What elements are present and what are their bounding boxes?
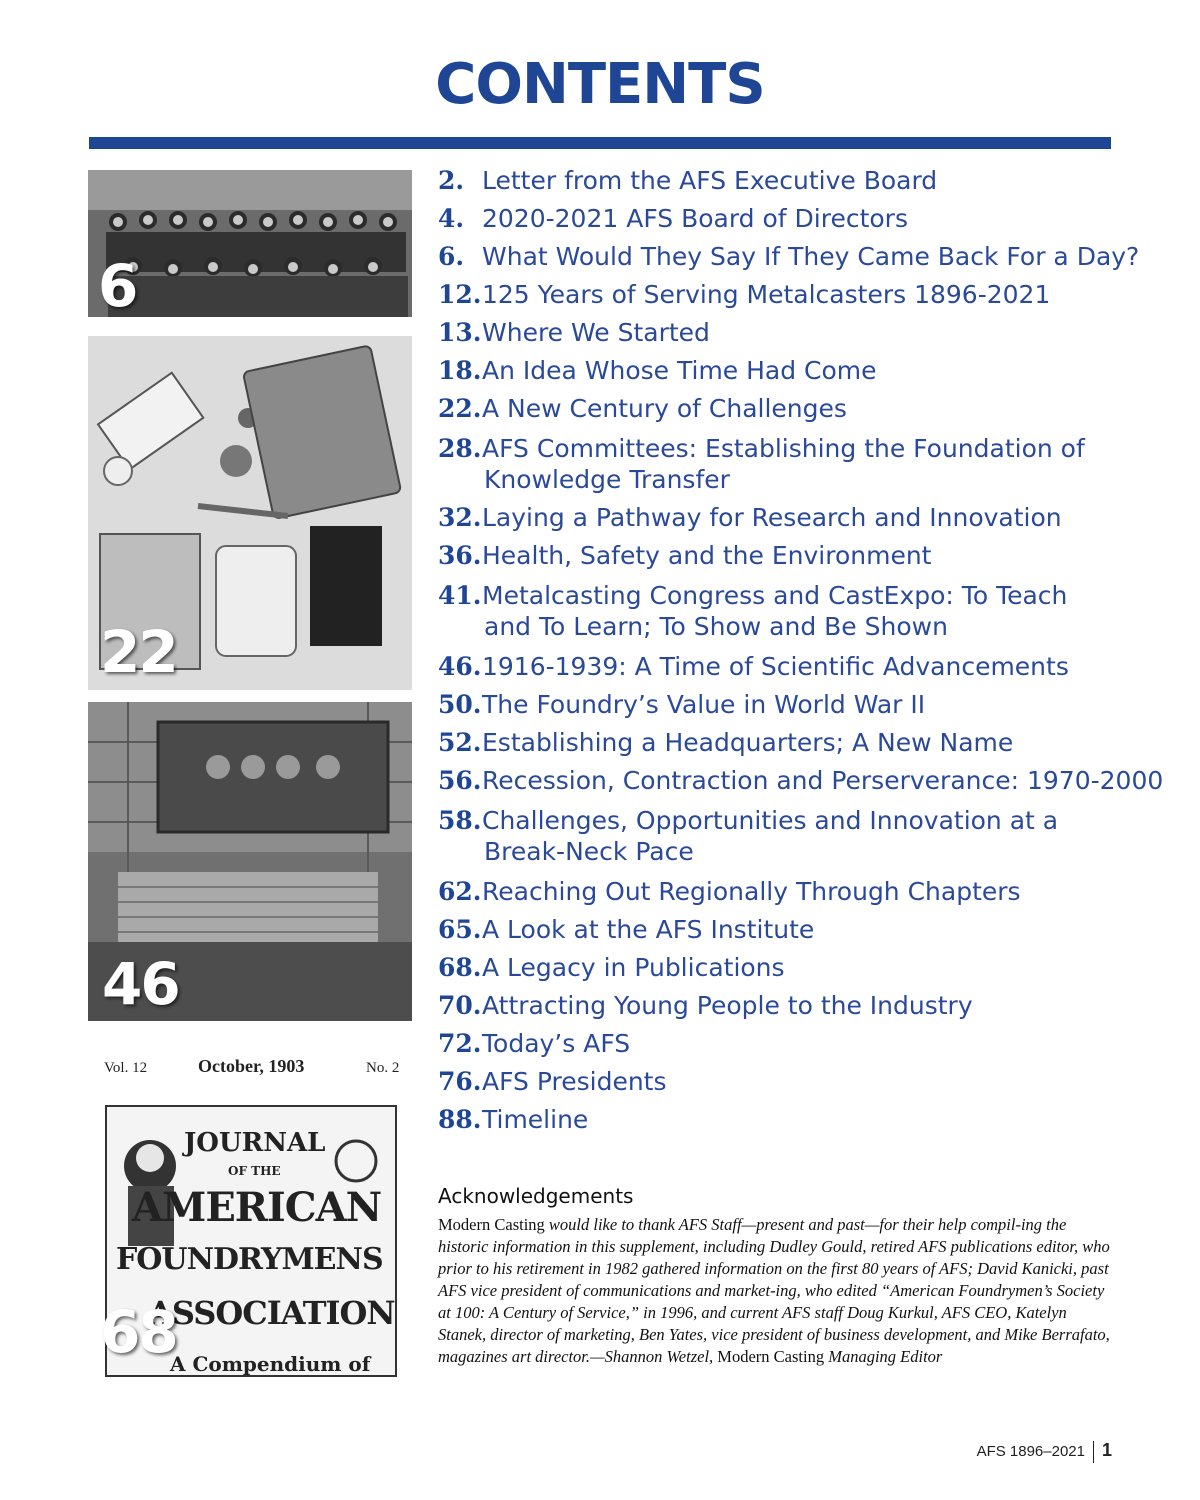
toc-page-number: 50. (438, 690, 482, 719)
journal-date: October, 1903 (198, 1056, 305, 1076)
toc-page-number: 28. (438, 434, 482, 463)
toc-item (438, 502, 1138, 533)
toc-page-number: 68. (438, 953, 482, 982)
journal-line3: AMERICAN (132, 1184, 382, 1231)
toc-title: The Foundry’s Value in World War II (482, 690, 926, 719)
toc-title: A Legacy in Publications (482, 953, 785, 982)
journal-line2: OF THE (228, 1164, 281, 1178)
toc-title-continued: Break-Neck Pace (484, 837, 694, 866)
page-title: CONTENTS (435, 52, 765, 117)
toc-title: What Would They Say If They Came Back For a Day? (482, 242, 1140, 271)
toc-title: 1916-1939: A Time of Scientific Advancements (482, 652, 1069, 681)
acknowledgements-body (438, 1214, 1110, 1368)
photo-memorabilia (88, 336, 412, 690)
ack-magazine-name-2: Modern Casting (713, 1347, 825, 1366)
journal-line5: ASSOCIATION (148, 1294, 395, 1332)
toc-title: A Look at the AFS Institute (482, 915, 815, 944)
toc-item (438, 952, 1138, 983)
photo-casting-shop (88, 702, 412, 1021)
toc-page-number: 36. (438, 541, 482, 570)
toc-page-number: 4. (438, 204, 465, 233)
photo-page-number: 22 (100, 618, 177, 686)
toc-title: Health, Safety and the Environment (482, 541, 932, 570)
acknowledgements-heading: Acknowledgements (438, 1184, 634, 1208)
ack-text: would like to thank AFS Staff—present and past—for their help compil-ing the historic information in this supplement, including Dudley Gould, retired AFS publications editor, who prior to his retirement in 1982 gathered information on the first 80 years of AFS; David Kanicki, past AFS vice president of communications and market-ing, who edited “American Foundrymen’s Society at 100: A Century of Service,” in 1996, and current AFS staff Doug Kurkul, AFS CEO, Katelyn Stanek, director of marketing, Ben Yates, vice president of business development, and Mike Berrafato, magazines art director.—Shannon Wetzel, (438, 1215, 1110, 1366)
toc-item (438, 914, 1138, 945)
toc-item (438, 279, 1138, 310)
toc-page-number: 70. (438, 991, 482, 1020)
table-of-contents (438, 165, 1164, 1135)
toc-item (438, 241, 1138, 272)
toc-title: An Idea Whose Time Had Come (482, 356, 877, 385)
toc-page-number: 32. (438, 503, 482, 532)
page-footer (977, 1440, 1112, 1463)
toc-page-number: 62. (438, 877, 482, 906)
toc-page-number: 72. (438, 1029, 482, 1058)
toc-title: Metalcasting Congress and CastExpo: To Teach (482, 581, 1068, 610)
toc-title: Where We Started (482, 318, 710, 347)
toc-item (438, 990, 1138, 1021)
toc-title: Challenges, Opportunities and Innovation at a (482, 806, 1059, 835)
toc-item (438, 727, 1138, 758)
toc-item (438, 805, 1138, 867)
footer-text: AFS 1896–2021 (976, 1443, 1085, 1460)
toc-item (438, 355, 1138, 386)
journal-no: No. 2 (366, 1060, 400, 1076)
toc-title: 125 Years of Serving Metalcasters 1896-2021 (482, 280, 1051, 309)
footer-divider (1093, 1441, 1094, 1463)
group-photo-graphic (88, 170, 412, 317)
photo-journal-cover (88, 1046, 412, 1388)
toc-item (438, 317, 1138, 348)
toc-item (438, 393, 1138, 424)
toc-page-number: 56. (438, 766, 482, 795)
toc-title: Establishing a Headquarters; A New Name (482, 728, 1014, 757)
photo-page-number: 46 (102, 950, 179, 1018)
toc-title-continued: and To Learn; To Show and Be Shown (484, 612, 948, 641)
toc-title: Letter from the AFS Executive Board (482, 166, 938, 195)
toc-item (438, 1104, 1138, 1135)
toc-title: A New Century of Challenges (482, 394, 847, 423)
toc-item (438, 540, 1138, 571)
journal-line1: JOURNAL (184, 1128, 326, 1158)
toc-title: Timeline (482, 1105, 589, 1134)
toc-item (438, 433, 1138, 495)
toc-item (438, 165, 1138, 196)
toc-title: Reaching Out Regionally Through Chapters (482, 877, 1021, 906)
toc-item (438, 1066, 1138, 1097)
toc-page-number: 2. (438, 166, 465, 195)
ack-magazine-name: Modern Casting (438, 1215, 545, 1234)
toc-title: 2020-2021 AFS Board of Directors (482, 204, 908, 233)
toc-page-number: 12. (438, 280, 482, 309)
toc-item (438, 876, 1138, 907)
photo-page-number: 6 (98, 252, 137, 317)
page-number: 1 (1101, 1440, 1112, 1460)
toc-item (438, 765, 1164, 796)
toc-page-number: 76. (438, 1067, 482, 1096)
toc-title: AFS Committees: Establishing the Foundation of (482, 434, 1085, 463)
toc-item (438, 580, 1138, 642)
toc-title-continued: Knowledge Transfer (484, 465, 730, 494)
toc-title: Attracting Young People to the Industry (482, 991, 973, 1020)
toc-title: Today’s AFS (482, 1029, 631, 1058)
journal-line4: FOUNDRYMENS (116, 1242, 383, 1277)
toc-title: Laying a Pathway for Research and Innovation (482, 503, 1062, 532)
toc-page-number: 18. (438, 356, 482, 385)
toc-item (438, 651, 1138, 682)
toc-page-number: 46. (438, 652, 482, 681)
toc-item (438, 203, 1138, 234)
photo-page-number: 68 (100, 1298, 177, 1366)
toc-page-number: 65. (438, 915, 482, 944)
toc-page-number: 13. (438, 318, 482, 347)
photo-foundry-workers (88, 170, 412, 317)
toc-page-number: 6. (438, 242, 465, 271)
toc-page-number: 58. (438, 806, 482, 835)
toc-page-number: 88. (438, 1105, 482, 1134)
toc-page-number: 41. (438, 581, 482, 610)
toc-title: AFS Presidents (482, 1067, 667, 1096)
toc-item (438, 1028, 1138, 1059)
toc-item (438, 689, 1138, 720)
journal-vol: Vol. 12 (104, 1060, 148, 1076)
toc-title: Recession, Contraction and Perserverance: 1970-2000 (482, 766, 1164, 795)
journal-line6: A Compendium of (170, 1352, 371, 1376)
toc-page-number: 52. (438, 728, 482, 757)
ack-role: Managing Editor (824, 1347, 943, 1366)
title-rule (89, 137, 1111, 149)
toc-page-number: 22. (438, 394, 482, 423)
